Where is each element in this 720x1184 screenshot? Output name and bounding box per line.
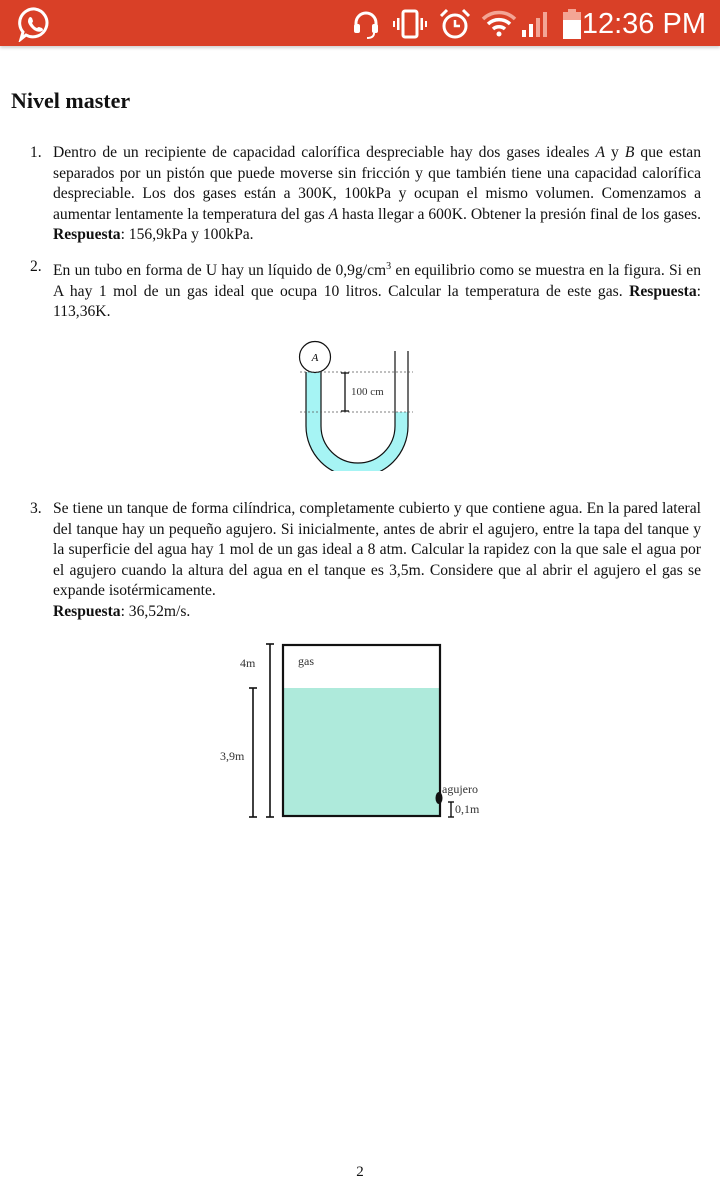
hole-height-label: 0,1m — [455, 802, 480, 816]
answer-value: : 113,36K. — [53, 282, 701, 321]
problem-text — [53, 257, 701, 323]
variable: B — [624, 144, 635, 161]
water — [283, 688, 440, 816]
answer-value: : 156,9kPa y 100kPa. — [120, 226, 254, 244]
text-segment: Dentro de un recipiente de capacidad calorífica despreciable hay dos gases ideales — [53, 144, 596, 161]
whatsapp-icon[interactable] — [17, 6, 53, 42]
hole-label: agujero — [442, 782, 478, 796]
answer-label: Respuesta — [629, 282, 697, 300]
headset-icon — [352, 10, 380, 40]
variable: A — [328, 205, 339, 223]
vibrate-icon — [392, 9, 428, 39]
u-tube-figure — [290, 336, 425, 471]
problem-text — [53, 499, 701, 623]
variable: A — [595, 144, 606, 161]
section-heading: Nivel master — [11, 88, 131, 113]
text-segment: que estan separados por un pistón que puede moverse sin fricción y que también tiene una capacidad calorífica despreciable. Los dos gases están a 300K, 100kPa y ocupan el mismo volumen. Comenzamos a aumentar lentamente la temperatura del gas — [53, 144, 702, 223]
water-height-label: 3,9m — [220, 749, 245, 763]
text-segment: Se tiene un tanque de forma cilíndrica, completamente cubierto y que contiene agua. En la pared lateral del tanque hay un pequeño agujero. Si inicialmente, antes de abrir el agujero, entre la tapa del tanque y la superficie del agua hay 1 mol de un gas ideal a 8 atm. Calcular la rapidez con la que sale el agua por el agujero cuando la altura del agua en el tanque es 3,5m. Considere que al abrir el agujero el gas se expande isotérmicamente. — [53, 500, 701, 600]
problem-text — [53, 143, 701, 246]
gas-label: gas — [298, 654, 314, 668]
total-height-marker — [266, 644, 274, 817]
problem-2 — [25, 257, 701, 323]
height-marker — [341, 373, 349, 411]
alarm-icon — [438, 7, 472, 41]
text-segment: En un tubo en forma de U hay un líquido de 0,9g/cm — [53, 262, 387, 280]
answer-label: Respuesta — [53, 602, 121, 620]
hole-height-marker — [448, 802, 454, 817]
document-page[interactable] — [0, 46, 720, 1184]
superscript: 3 — [386, 261, 392, 272]
battery-icon — [562, 8, 582, 40]
total-height-label: 4m — [240, 656, 256, 670]
problem-1 — [25, 143, 701, 246]
page-number: 2 — [356, 1164, 364, 1180]
signal-icon — [521, 10, 551, 38]
answer-value: : 36,52m/s. — [120, 602, 191, 620]
answer-label: Respuesta — [53, 226, 121, 244]
problem-3 — [25, 499, 701, 623]
tank-figure — [210, 635, 510, 830]
clock-time: 12:36 PM — [581, 8, 706, 40]
text-segment: hasta llegar a 600K. Obtener la presión final de los gases. — [338, 205, 701, 223]
bulb-label: A — [311, 352, 319, 364]
status-bar — [0, 0, 720, 46]
water-height-marker — [249, 688, 257, 817]
text-segment: en equilibrio como se muestra en la figura. Si en A hay 1 mol de un gas ideal que ocupa 10 litros. Calcular la temperatura de este gas. — [53, 262, 701, 300]
text-segment: y — [605, 144, 625, 161]
wifi-icon — [481, 9, 517, 39]
height-label: 100 cm — [351, 386, 384, 398]
problem-number: 2. — [30, 258, 42, 275]
problem-number: 3. — [30, 500, 42, 517]
problem-number: 1. — [30, 144, 42, 161]
